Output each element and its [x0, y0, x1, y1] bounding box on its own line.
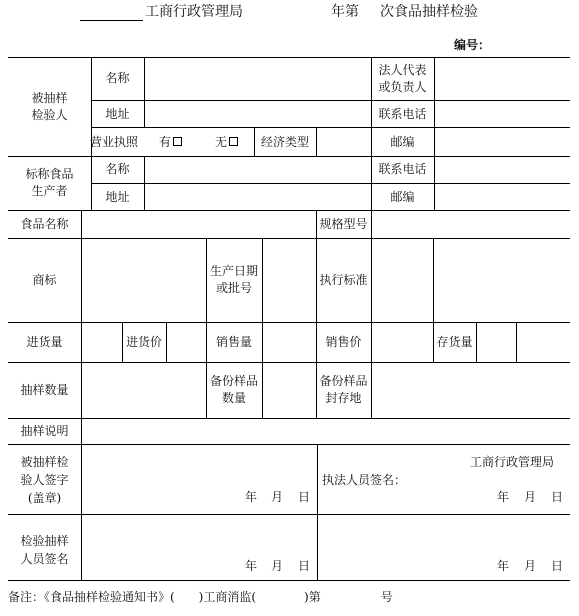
- day-label: 日: [551, 559, 564, 573]
- grid-line: [91, 100, 570, 101]
- purchase-price-label: 进货价: [125, 335, 162, 349]
- year-label: 年: [497, 559, 510, 573]
- footer-note: 备注：《食品抽样检验通知书》( )工商消监( )第 号: [8, 590, 393, 604]
- trademark-label: 商标: [32, 273, 57, 287]
- grid-line: [8, 362, 570, 363]
- econ-type-label: 经济类型: [260, 135, 309, 149]
- month-label: 月: [524, 490, 537, 504]
- purchase-qty-label: 进货量: [26, 335, 63, 349]
- year-label: 年: [245, 490, 258, 504]
- grid-line: [8, 238, 570, 239]
- year-label: 年: [497, 490, 510, 504]
- grid-line: [81, 444, 82, 580]
- law-officer-label: 执法人员签名：: [322, 473, 407, 487]
- inspectee-address-label: 地址: [105, 107, 130, 121]
- title-main: 次食品抽样检验: [380, 4, 478, 20]
- bureau-label: 工商行政管理局: [470, 455, 555, 469]
- grid-line: [91, 127, 570, 128]
- grid-line: [316, 127, 317, 156]
- grid-line: [317, 444, 318, 580]
- license-label: 营业执照: [89, 135, 138, 149]
- grid-line: [8, 210, 570, 211]
- grid-line: [8, 444, 570, 445]
- grid-line: [166, 322, 167, 362]
- inspectee-postcode-label: 邮编: [390, 135, 415, 149]
- producer-name-label: 名称: [105, 162, 130, 176]
- day-label: 日: [298, 490, 311, 504]
- grid-line: [8, 514, 570, 515]
- spec-label: 规格型号: [319, 217, 368, 231]
- sales-qty-label: 销售量: [215, 335, 252, 349]
- food-name-label: 食品名称: [20, 217, 69, 231]
- producer-phone-label: 联系电话: [378, 162, 427, 176]
- legal-rep-label: 法人代表 或负责人: [378, 63, 427, 94]
- grid-line: [476, 322, 477, 362]
- inspectee-sign-label: 被抽样检 验人签字 (盖章): [20, 455, 69, 505]
- month-label: 月: [271, 490, 284, 504]
- license-yes-checkbox[interactable]: [173, 137, 182, 146]
- inspector-sign-label: 检验抽样 人员签名: [20, 534, 69, 566]
- producer-group-label: 标称食品 生产者: [25, 167, 74, 198]
- license-no-label: 无: [215, 135, 228, 149]
- number-label: 编号：: [454, 38, 491, 52]
- grid-line: [516, 322, 517, 362]
- table-border-top: [8, 57, 570, 58]
- sales-price-label: 销售价: [325, 335, 362, 349]
- grid-line: [91, 183, 570, 184]
- title-bureau: 工商行政管理局: [145, 4, 243, 20]
- producer-address-label: 地址: [105, 190, 130, 204]
- backup-qty-label: 备份样品 数量: [209, 374, 258, 405]
- grid-line: [8, 322, 570, 323]
- license-no-checkbox[interactable]: [229, 137, 238, 146]
- month-label: 月: [271, 559, 284, 573]
- grid-line: [371, 210, 372, 418]
- prod-date-label: 生产日期 或批号: [209, 264, 258, 295]
- grid-line: [8, 418, 570, 419]
- grid-line: [262, 238, 263, 418]
- producer-postcode-label: 邮编: [390, 190, 415, 204]
- month-label: 月: [524, 559, 537, 573]
- grid-line: [144, 156, 145, 210]
- standard-label: 执行标准: [319, 273, 368, 287]
- sample-desc-label: 抽样说明: [20, 424, 69, 438]
- backup-store-label: 备份样品 封存地: [319, 374, 368, 405]
- title-year: 年第: [331, 4, 359, 20]
- license-yes-label: 有: [159, 135, 172, 149]
- year-label: 年: [245, 559, 258, 573]
- grid-line: [434, 57, 435, 210]
- stock-label: 存货量: [436, 335, 473, 349]
- grid-line: [8, 156, 570, 157]
- grid-line: [81, 210, 82, 444]
- table-border-bottom: [8, 580, 570, 581]
- title-blank-line: [80, 20, 143, 21]
- inspectee-phone-label: 联系电话: [378, 107, 427, 121]
- inspectee-group-label: 被抽样 检验人: [31, 91, 68, 122]
- day-label: 日: [298, 559, 311, 573]
- inspectee-name-label: 名称: [105, 71, 130, 85]
- day-label: 日: [551, 490, 564, 504]
- grid-line: [144, 57, 145, 127]
- sample-qty-label: 抽样数量: [20, 383, 69, 397]
